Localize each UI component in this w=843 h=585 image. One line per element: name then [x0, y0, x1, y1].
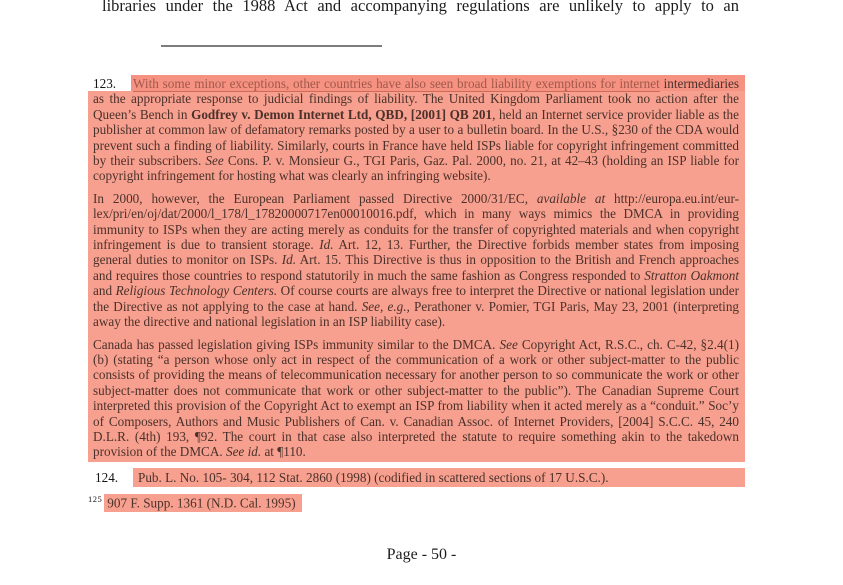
text-segment: Stratton Oakmont — [644, 267, 739, 283]
footnote-125-text: 907 F. Supp. 1361 (N.D. Cal. 1995) — [104, 494, 301, 513]
text-segment: See id. — [225, 444, 262, 460]
footnote-paragraph — [93, 337, 739, 460]
text-segment: Copyright Act, R.S.C., ch. C-42, §2.4(1)(b) (stating “a person whose only act in respect of the communication of a work or other subject-matter to the public consists of providing the means of telecommunication necessary for another person to so communicate the work or other subject-matter does not communicate that work or other subject-matter to the public”). The Canadian Supreme Court interpreted this provision of the Copyright Act to exempt an ISP from liability when it acted merely as a “conduit.” Soc’y of Composers, Authors and Music Publishers of Can. v. Canadian Assoc. of Internet Providers, [2004] S.C.C. 45, 240 D.L.R. (4th) 193, ¶92. The court in that case also interpreted the statute to require something akin to the takedown provision of the DMCA. — [93, 336, 740, 460]
text-segment: Id. — [281, 252, 297, 268]
text-segment: at ¶110. — [261, 444, 306, 460]
footnote-area — [88, 75, 745, 512]
footnote-125 — [88, 490, 745, 512]
footnote-123-paragraphs — [93, 76, 739, 460]
footnote-124-number: 124. — [95, 469, 119, 485]
footnote-124 — [88, 468, 745, 487]
text-segment: intermediaries as the appropriate response to judicial findings of liability. The United Kingdom Parliament took no action after the Queen’s Bench in — [93, 76, 739, 122]
footnote-123 — [88, 75, 745, 462]
text-segment: Art. 15. This Directive is thus in opposition to the British and French approaches and requires those countries to respond statutorily in much the same fashion as Congress responded to — [93, 252, 739, 283]
text-segment: http://europa.eu.int/eur-lex/pri/en/oj/dat/2000/l_178/l_17820000717en00010016.pdf, which in many ways mimics the DMCA in providing immunity to ISPs when they are acting merely as conduits for the transfer of copyrighted materials and when copyright infringement is due to transient storage. — [93, 190, 739, 253]
text-segment: In 2000, however, the European Parliament passed Directive 2000/31/EC, — [93, 190, 537, 206]
text-segment: Godfrey v. Demon Internet Ltd, QBD, [2001] QB 201 — [191, 106, 493, 122]
footnote-paragraph — [93, 191, 739, 330]
text-segment: See — [205, 153, 224, 169]
footnote-paragraph — [93, 76, 739, 184]
footnote-separator-rule — [161, 45, 382, 47]
text-segment: Perathoner v. Pomier, TGI Paris, May 23, 2001 (interpreting away the directive and national legislation in an ISP liability case). — [93, 298, 740, 330]
text-segment: See — [499, 336, 518, 352]
text-segment: Religious Technology Centers. — [115, 283, 278, 299]
text-segment: , held an Internet service provider liable as the publisher at common law of defamatory remarks posted by a user to a bulletin board. In the U.S., §230 of the CDA would prevent such a finding of liability. Similarly, courts in France have held ISPs liable for copyright infringement committed by their subscribers. — [93, 106, 740, 169]
text-segment: See, e.g., — [361, 298, 410, 314]
footnote-125-number: 125 — [88, 493, 103, 504]
text-segment: Canada has passed legislation giving ISPs immunity similar to the DMCA. — [93, 336, 500, 352]
footnote-124-text: Pub. L. No. 105- 304, 112 Stat. 2860 (1998) (codified in scattered sections of 17 U.S.C.). — [133, 468, 745, 487]
text-segment: Id. — [319, 237, 334, 253]
body-text-fragment: libraries under the 1988 Act and accompanying regulations are unlikely to apply to an — [102, 0, 739, 15]
text-segment: available at — [536, 190, 606, 206]
text-segment: Cons. P. v. Monsieur G., TGI Paris, Gaz. Pal. 2000, no. 21, at 42–43 (holding an ISP liable for copyright infringement for hosting what was clearly an infringing website). — [93, 153, 740, 184]
footnote-123-number: 123. — [93, 76, 117, 91]
text-segment: Of course courts are always free to interpret the Directive or national legislation under the Directive as not applying to the case at hand. — [93, 283, 740, 314]
text-segment: With some minor exceptions, other countries have also seen broad liability exemptions for internet — [133, 76, 660, 91]
text-segment: Art. 12, 13. Further, the Directive forbids member states from imposing general duties to monitor on ISPs. — [93, 237, 739, 268]
page-number-footer: Page - 50 - — [386, 546, 457, 563]
text-segment: and — [93, 283, 116, 299]
